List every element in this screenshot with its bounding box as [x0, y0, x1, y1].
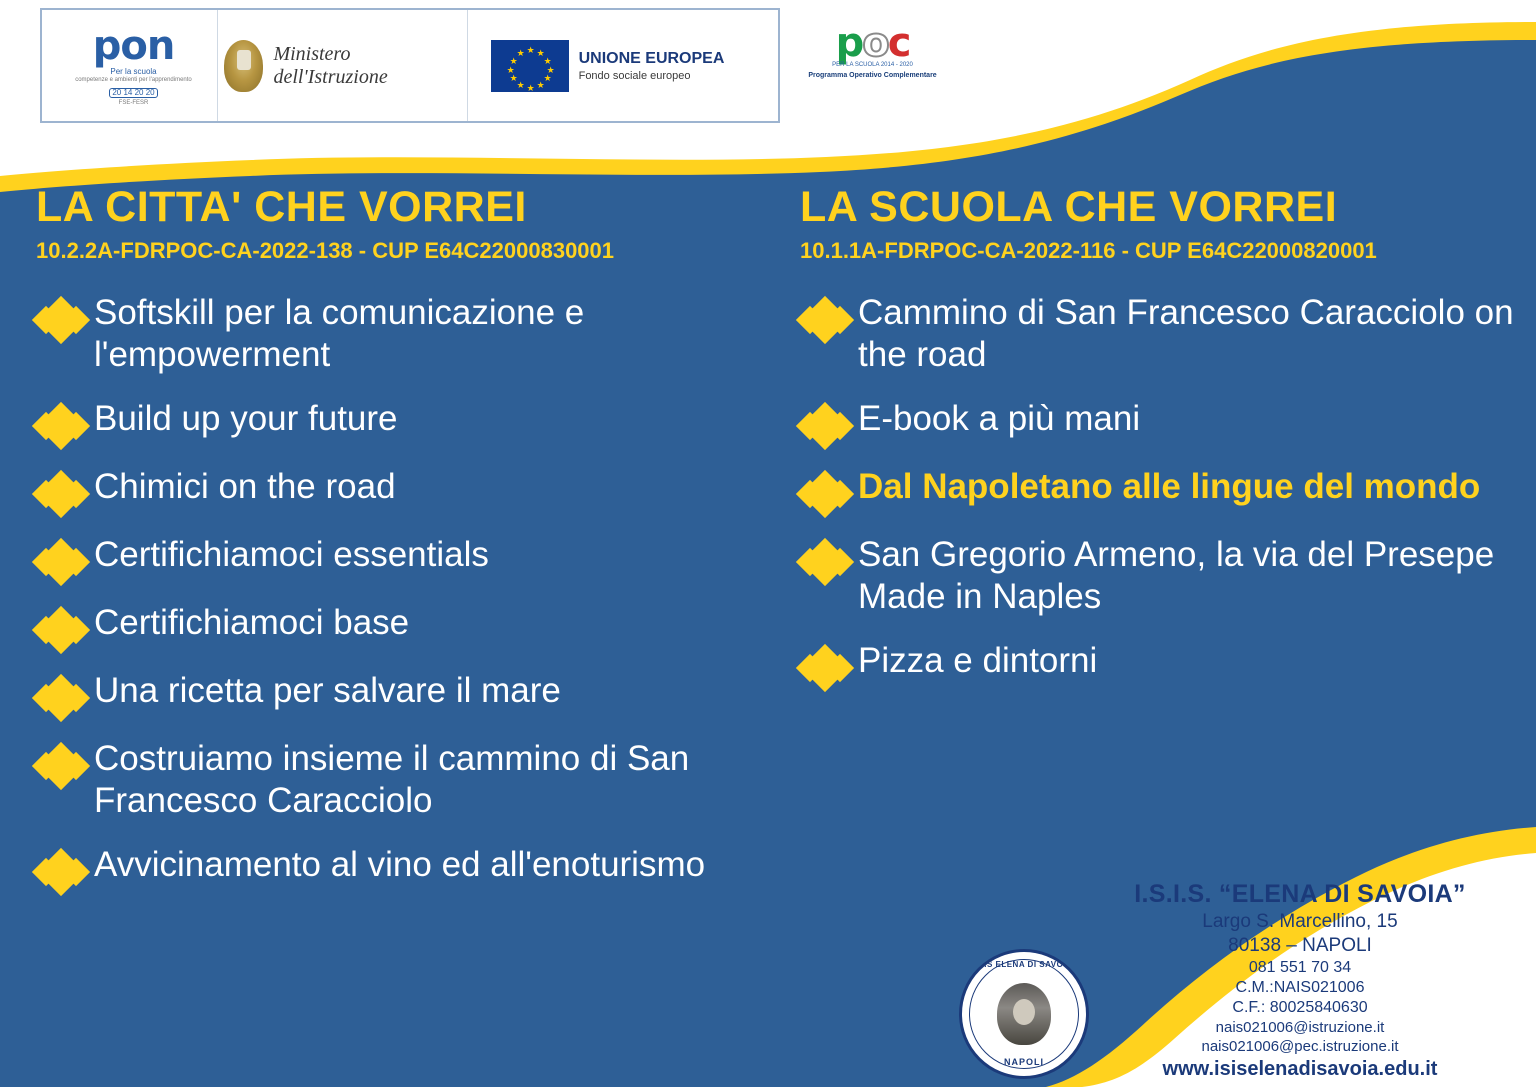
list-item-label: Softskill per la comunicazione e l'empowerment: [94, 293, 585, 375]
seal-top-label: ISIS ELENA DI SAVOIA: [975, 960, 1073, 969]
diamond-bullet-icon: [36, 852, 82, 890]
list-item-label: Pizza e dintorni: [858, 641, 1098, 681]
school-cm-code: C.M.:NAIS021006: [1235, 979, 1365, 996]
diamond-bullet-icon: [36, 746, 82, 784]
list-item-label: Dal Napoletano alle lingue del mondo: [858, 467, 1481, 507]
list-item-label: Certifichiamoci essentials: [94, 535, 489, 575]
seal-bottom-label: NAPOLI: [1003, 1057, 1044, 1067]
list-item: [800, 534, 1514, 618]
school-contact-block: [1090, 880, 1510, 1081]
list-item: [36, 292, 768, 376]
list-item-label: Una ricetta per salvare il mare: [94, 671, 561, 711]
diamond-bullet-icon: [36, 678, 82, 716]
project-code-right: 10.1.1A-FDRPOC-CA-2022-116 - CUP E64C22000820001: [800, 238, 1377, 264]
diamond-bullet-icon: [800, 300, 846, 338]
diamond-bullet-icon: [800, 542, 846, 580]
diamond-bullet-icon: [36, 406, 82, 444]
project-code-left: 10.2.2A-FDRPOC-CA-2022-138 - CUP E64C22000830001: [36, 238, 615, 264]
school-address: Largo S. Marcellino, 15: [1202, 911, 1398, 932]
list-item-label: Costruiamo insieme il cammino di San Francesco Caracciolo: [94, 739, 690, 821]
school-name: I.S.I.S. “ELENA DI SAVOIA”: [1134, 880, 1466, 908]
pon-logo-wordmark: pon: [92, 22, 175, 69]
diamond-bullet-icon: [36, 474, 82, 512]
list-item-highlighted: [800, 466, 1514, 512]
ministry-logo: [217, 10, 467, 121]
list-item: [36, 466, 768, 512]
list-item: [36, 398, 768, 444]
school-pec-email[interactable]: nais021006@pec.istruzione.it: [1201, 1038, 1399, 1055]
eu-title: UNIONE EUROPEA: [578, 49, 725, 67]
list-item: [800, 292, 1514, 376]
column-scuola-che-vorrei: [790, 185, 1536, 912]
seal-portrait-icon: [997, 983, 1051, 1045]
school-phone: 081 551 70 34: [1248, 959, 1352, 976]
poc-logo-wordmark: poc: [835, 20, 910, 66]
ministry-label: Ministero dell'Istruzione: [273, 42, 388, 88]
poc-logo-subtitle: Programma Operativo Complementare: [808, 72, 937, 79]
school-website[interactable]: www.isiselenadisavoia.edu.it: [1162, 1058, 1438, 1080]
diamond-bullet-icon: [800, 406, 846, 444]
list-item: [36, 534, 768, 580]
list-right: [800, 292, 1514, 686]
poc-logo-years: PER LA SCUOLA 2014 - 2020: [832, 62, 913, 68]
list-item: [36, 602, 768, 648]
school-email[interactable]: nais021006@istruzione.it: [1215, 1019, 1385, 1036]
list-left: [36, 292, 768, 890]
diamond-bullet-icon: [800, 474, 846, 512]
list-item-label: San Gregorio Armeno, la via del Presepe Made in Naples: [858, 535, 1495, 617]
school-city: 80138 – NAPOLI: [1228, 935, 1372, 956]
eu-flag-icon: ★ ★ ★ ★ ★ ★ ★ ★ ★ ★ ★ ★: [491, 40, 569, 92]
list-item-label: Chimici on the road: [94, 467, 396, 507]
list-item: [800, 398, 1514, 444]
pon-logo-subtitle-2: competenze e ambienti per l'apprendimento: [75, 76, 192, 83]
pon-logo-years-badge: 20 14 20 20: [109, 88, 157, 98]
diamond-bullet-icon: [36, 542, 82, 580]
pon-logo-subtitle: Per la scuola: [110, 66, 157, 76]
european-union-logo: [467, 10, 737, 121]
poc-logo: [800, 22, 945, 114]
diamond-bullet-icon: [36, 610, 82, 648]
list-item: [800, 640, 1514, 686]
diamond-bullet-icon: [36, 300, 82, 338]
italian-republic-emblem-icon: [224, 40, 263, 92]
eu-funding-logo-bar: [40, 8, 780, 123]
list-item-label: E-book a più mani: [858, 399, 1141, 439]
diamond-bullet-icon: [800, 648, 846, 686]
page-title-left: LA CITTA' CHE VORREI: [36, 183, 527, 231]
list-item-label: Cammino di San Francesco Caracciolo on the road: [858, 293, 1514, 375]
school-seal-logo: [959, 949, 1089, 1079]
list-item: [36, 738, 768, 822]
list-item: [36, 844, 768, 890]
pon-logo-funds-label: FSE-FESR: [118, 99, 149, 106]
page-title-right: LA SCUOLA CHE VORREI: [800, 183, 1338, 231]
list-item-label: Certifichiamoci base: [94, 603, 410, 643]
list-item-label: Avvicinamento al vino ed all'enoturismo: [94, 845, 706, 885]
pon-logo: [42, 10, 217, 121]
course-lists: [0, 185, 1536, 912]
school-cf-code: C.F.: 80025840630: [1232, 999, 1368, 1016]
list-item: [36, 670, 768, 716]
column-citta-che-vorrei: [0, 185, 790, 912]
list-item-label: Build up your future: [94, 399, 398, 439]
eu-subtitle: Fondo sociale europeo: [578, 69, 691, 82]
